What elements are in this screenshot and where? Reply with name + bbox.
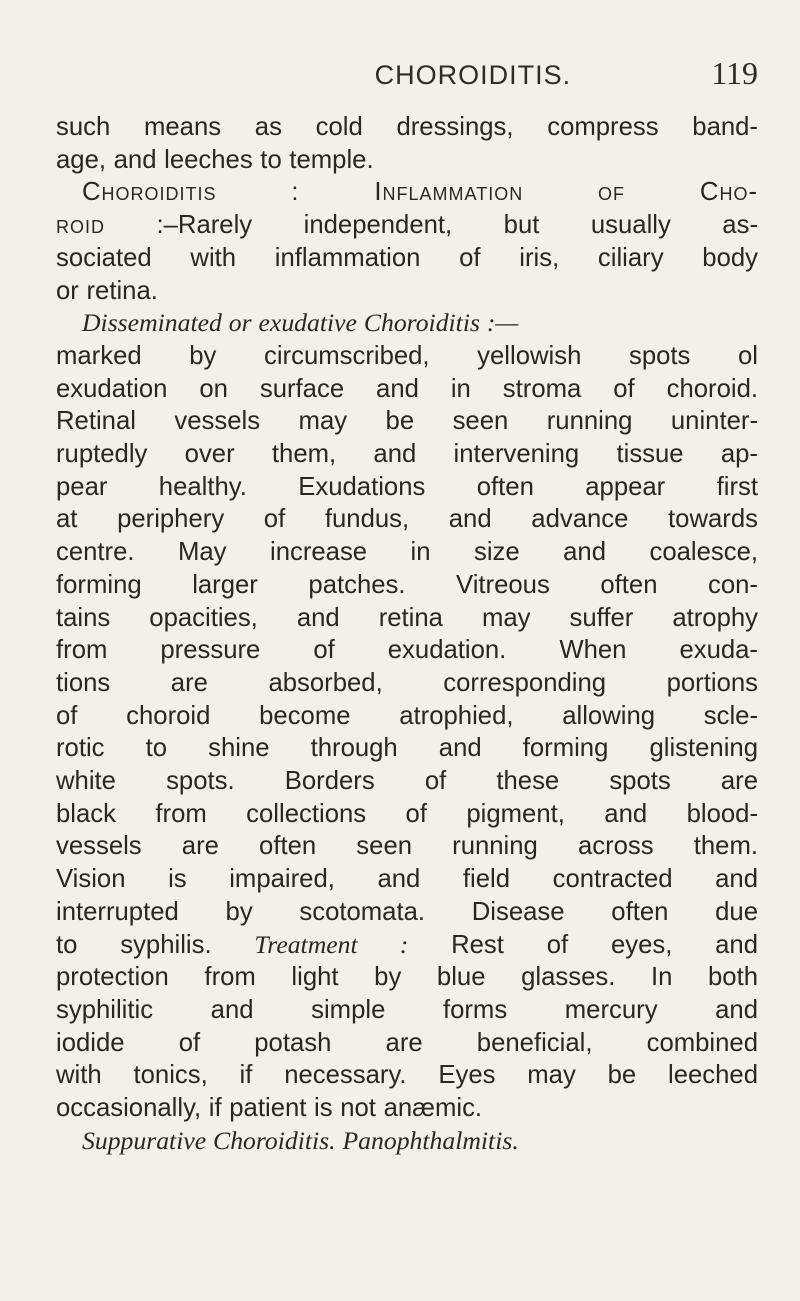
text-line: tions are absorbed, corresponding portions bbox=[56, 668, 758, 697]
text-line: protection from light by blue glasses. In both bbox=[56, 963, 758, 992]
text-line: of choroid become atrophied, allowing scle- bbox=[56, 701, 758, 730]
text-line bbox=[56, 209, 758, 242]
page-title: CHOROIDITIS. bbox=[374, 60, 572, 90]
text-line: forming larger patches. Vitreous often con- bbox=[56, 570, 758, 599]
text-line bbox=[56, 929, 758, 962]
text-line: sociated with inflammation of iris, ciliary body bbox=[56, 243, 758, 272]
text-line: at periphery of fundus, and advance towards bbox=[56, 505, 758, 534]
text-line: Retinal vessels may be seen running uninter- bbox=[56, 407, 758, 436]
text-line: from pressure of exudation. When exuda- bbox=[56, 636, 758, 665]
text-line: centre. May increase in size and coalesce, bbox=[56, 538, 758, 567]
text-line: marked by circumscribed, yellowish spots ol bbox=[56, 341, 758, 370]
text-line: iodide of potash are beneficial, combined bbox=[56, 1028, 758, 1057]
text-line: syphilitic and simple forms mercury and bbox=[56, 995, 758, 1024]
running-head bbox=[56, 55, 758, 99]
text-line: age, and leeches to temple. bbox=[56, 145, 374, 174]
text-line: tains opacities, and retina may suffer atrophy bbox=[56, 603, 758, 632]
text-line: interrupted by scotomata. Disease often due bbox=[56, 897, 758, 926]
text-line: ruptedly over them, and intervening tissue ap- bbox=[56, 440, 758, 469]
page-number: 119 bbox=[711, 55, 758, 91]
italic-run: Treatment : bbox=[254, 929, 409, 959]
text-run: to syphilis. bbox=[56, 930, 255, 959]
text-line: occasionally, if patient is not anæmic. bbox=[56, 1094, 483, 1123]
text-line: Vision is impaired, and field contracted and bbox=[56, 865, 758, 894]
text-line: black from collections of pigment, and blood- bbox=[56, 799, 758, 828]
text-line: white spots. Borders of these spots are bbox=[56, 767, 758, 796]
body-text bbox=[56, 111, 758, 1158]
section-heading-line: Choroiditis : Inflammation of Cho- bbox=[82, 178, 758, 207]
text-line: with tonics, if necessary. Eyes may be leeched bbox=[56, 1061, 758, 1090]
text-line: pear healthy. Exudations often appear first bbox=[56, 472, 758, 501]
text-line: or retina. bbox=[56, 276, 158, 305]
text-line: rotic to shine through and forming glistening bbox=[56, 734, 758, 763]
smallcaps-run: roid bbox=[56, 211, 105, 240]
subsection-heading-line: Suppurative Choroiditis. Panophthalmitis. bbox=[82, 1125, 519, 1155]
text-line: exudation on surface and in stroma of choroid. bbox=[56, 374, 758, 403]
text-line: vessels are often seen running across them. bbox=[56, 832, 758, 861]
text-run: Rest of eyes, and bbox=[408, 930, 759, 959]
text-run: :–Rarely independent, but usually as- bbox=[105, 211, 758, 240]
subsection-heading-line: Disseminated or exudative Choroiditis :— bbox=[82, 308, 519, 338]
text-line: such means as cold dressings, compress band- bbox=[56, 113, 758, 141]
